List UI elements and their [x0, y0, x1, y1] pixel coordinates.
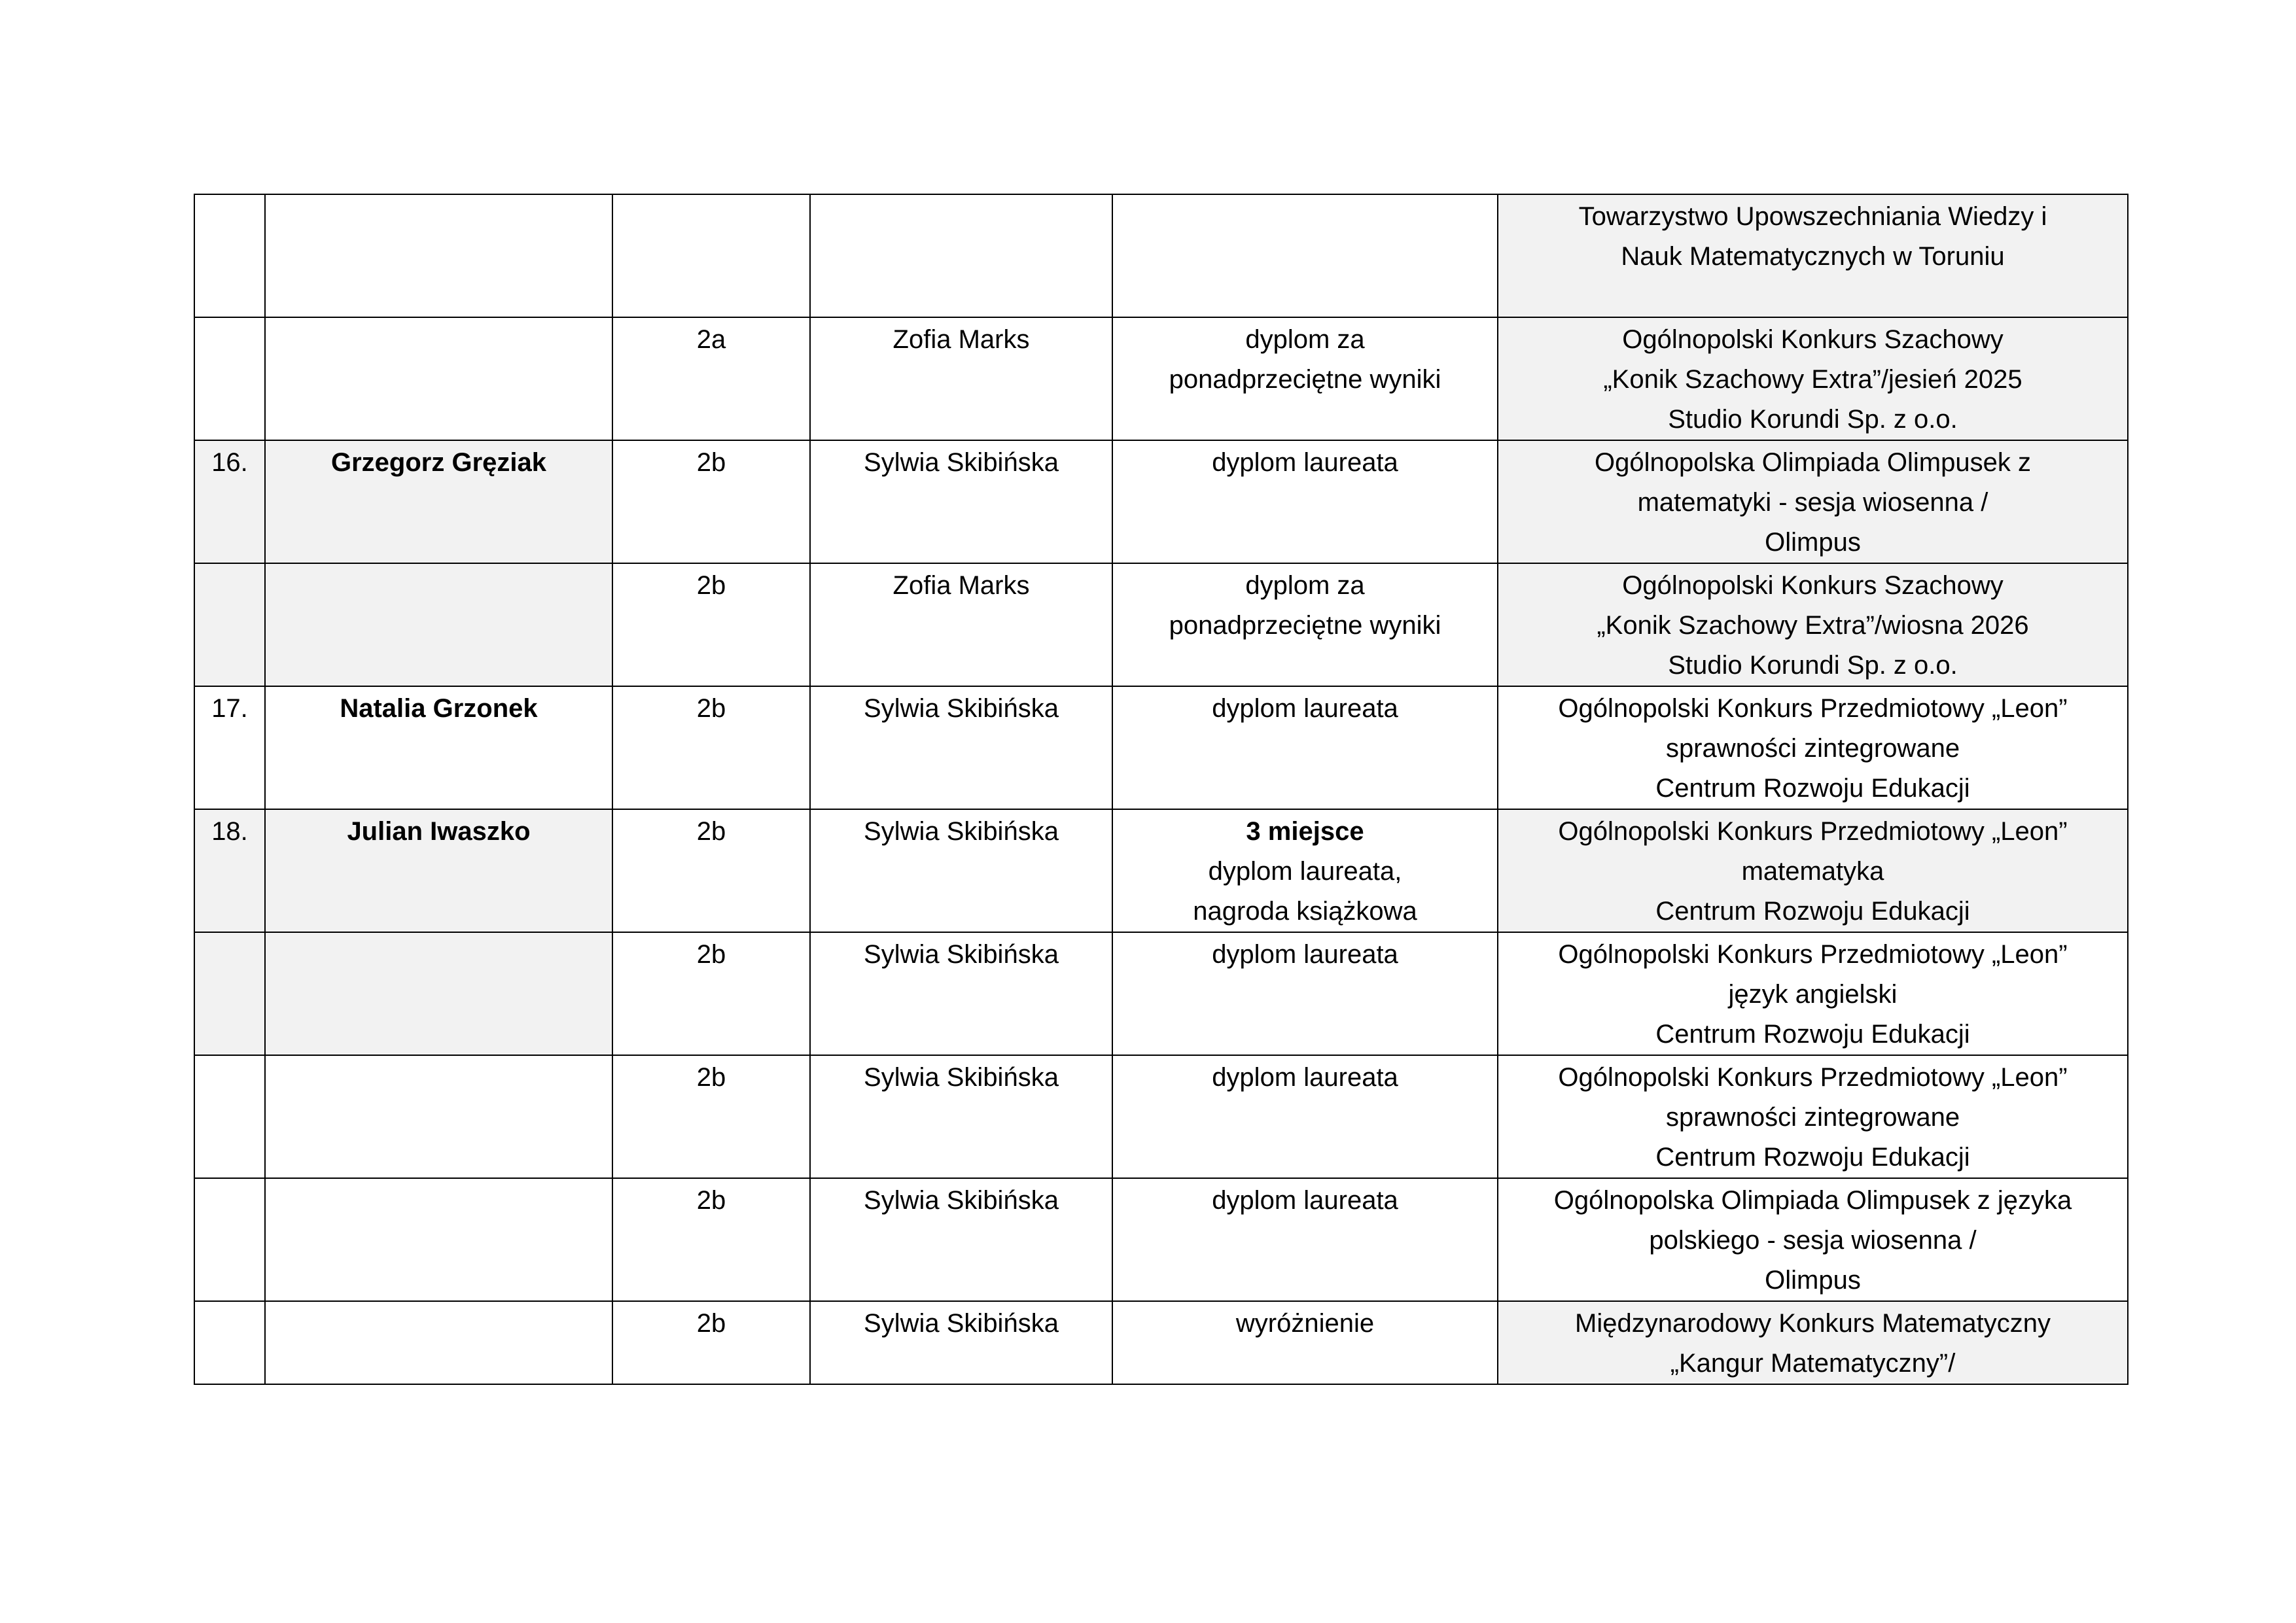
table-row: [194, 686, 2128, 809]
class-cell: 2b: [612, 809, 810, 932]
result-line: dyplom laureata: [1212, 1063, 1398, 1092]
student-cell: [265, 932, 612, 1055]
contest-cell: [1498, 1301, 2128, 1384]
contest-line: język angielski: [1728, 980, 1898, 1009]
result-line: dyplom laureata: [1212, 940, 1398, 969]
contest-line: matematyki - sesja wiosenna /: [1637, 488, 1988, 517]
contest-line: Olimpus: [1765, 528, 1861, 557]
contest-line: Ogólnopolski Konkurs Przedmiotowy „Leon”: [1558, 940, 2068, 969]
contest-cell: [1498, 1055, 2128, 1178]
table-row: [194, 1178, 2128, 1301]
result-cell: [1112, 317, 1498, 440]
contest-cell: [1498, 686, 2128, 809]
teacher-cell: [810, 194, 1112, 317]
teacher-cell: Zofia Marks: [810, 317, 1112, 440]
contest-line: sprawności zintegrowane: [1665, 1103, 1960, 1132]
contest-line: Ogólnopolski Konkurs Przedmiotowy „Leon”: [1558, 694, 2068, 723]
student-cell: Natalia Grzonek: [265, 686, 612, 809]
contest-cell: [1498, 440, 2128, 563]
result-line: nagroda książkowa: [1193, 897, 1417, 926]
class-cell: 2b: [612, 1178, 810, 1301]
student-cell: [265, 1055, 612, 1178]
table-row: [194, 932, 2128, 1055]
contest-line: „Konik Szachowy Extra”/jesień 2025: [1603, 365, 2022, 394]
result-line: dyplom laureata: [1212, 448, 1398, 477]
result-highlight: 3 miejsce: [1246, 817, 1364, 846]
result-line: dyplom laureata,: [1208, 857, 1402, 886]
result-line: dyplom za: [1245, 325, 1365, 354]
table-row: [194, 440, 2128, 563]
student-cell: [265, 563, 612, 686]
no-cell: [194, 317, 265, 440]
contest-line: Centrum Rozwoju Edukacji: [1655, 1143, 1970, 1172]
result-cell: [1112, 563, 1498, 686]
class-cell: 2b: [612, 563, 810, 686]
result-cell: [1112, 194, 1498, 317]
result-line: dyplom laureata: [1212, 1186, 1398, 1215]
contest-line: Ogólnopolski Konkurs Szachowy: [1622, 571, 2004, 600]
class-cell: 2b: [612, 686, 810, 809]
result-line: dyplom za: [1245, 571, 1365, 600]
no-cell: [194, 932, 265, 1055]
contest-line: Olimpus: [1765, 1266, 1861, 1295]
no-cell: [194, 194, 265, 317]
contest-line: Centrum Rozwoju Edukacji: [1655, 897, 1970, 926]
teacher-cell: Sylwia Skibińska: [810, 686, 1112, 809]
teacher-cell: Sylwia Skibińska: [810, 1301, 1112, 1384]
no-cell: 18.: [194, 809, 265, 932]
teacher-cell: Sylwia Skibińska: [810, 932, 1112, 1055]
contest-line: Ogólnopolska Olimpiada Olimpusek z języka: [1553, 1186, 2072, 1215]
contest-line: matematyka: [1741, 857, 1884, 886]
table-row: [194, 194, 2128, 317]
contest-cell: [1498, 809, 2128, 932]
contest-line: Ogólnopolski Konkurs Przedmiotowy „Leon”: [1558, 1063, 2068, 1092]
result-cell: [1112, 809, 1498, 932]
contest-cell: [1498, 932, 2128, 1055]
teacher-cell: Sylwia Skibińska: [810, 1055, 1112, 1178]
class-cell: 2b: [612, 1055, 810, 1178]
no-cell: [194, 1055, 265, 1178]
awards-table: [194, 194, 2128, 1385]
student-cell: [265, 194, 612, 317]
contest-line: Ogólnopolska Olimpiada Olimpusek z: [1595, 448, 2031, 477]
contest-line: Nauk Matematycznych w Toruniu: [1621, 242, 2005, 271]
no-cell: 17.: [194, 686, 265, 809]
result-cell: [1112, 932, 1498, 1055]
table-row: [194, 809, 2128, 932]
contest-line: Studio Korundi Sp. z o.o.: [1668, 651, 1958, 680]
student-cell: [265, 1178, 612, 1301]
contest-line: polskiego - sesja wiosenna /: [1649, 1226, 1977, 1255]
class-cell: 2a: [612, 317, 810, 440]
teacher-cell: Sylwia Skibińska: [810, 440, 1112, 563]
result-line: wyróżnienie: [1235, 1309, 1375, 1338]
result-cell: [1112, 1178, 1498, 1301]
result-line: ponadprzeciętne wyniki: [1169, 611, 1441, 640]
teacher-cell: Sylwia Skibińska: [810, 1178, 1112, 1301]
contest-line: Studio Korundi Sp. z o.o.: [1668, 405, 1958, 434]
student-cell: [265, 1301, 612, 1384]
contest-cell: [1498, 317, 2128, 440]
contest-line: Towarzystwo Upowszechniania Wiedzy i: [1578, 202, 2047, 231]
table-row: [194, 317, 2128, 440]
no-cell: 16.: [194, 440, 265, 563]
contest-cell: [1498, 1178, 2128, 1301]
table-row: [194, 1055, 2128, 1178]
contest-cell: [1498, 194, 2128, 317]
no-cell: [194, 563, 265, 686]
student-cell: Julian Iwaszko: [265, 809, 612, 932]
no-cell: [194, 1178, 265, 1301]
contest-line: sprawności zintegrowane: [1665, 734, 1960, 763]
student-cell: [265, 317, 612, 440]
result-cell: [1112, 440, 1498, 563]
class-cell: 2b: [612, 932, 810, 1055]
class-cell: [612, 194, 810, 317]
contest-line: Ogólnopolski Konkurs Szachowy: [1622, 325, 2004, 354]
teacher-cell: Sylwia Skibińska: [810, 809, 1112, 932]
contest-line: Centrum Rozwoju Edukacji: [1655, 774, 1970, 803]
contest-line: „Kangur Matematyczny”/: [1670, 1349, 1956, 1378]
result-cell: [1112, 686, 1498, 809]
result-line: dyplom laureata: [1212, 694, 1398, 723]
teacher-cell: Zofia Marks: [810, 563, 1112, 686]
class-cell: 2b: [612, 440, 810, 563]
contest-line: Ogólnopolski Konkurs Przedmiotowy „Leon”: [1558, 817, 2068, 846]
contest-line: Międzynarodowy Konkurs Matematyczny: [1575, 1309, 2051, 1338]
result-cell: [1112, 1055, 1498, 1178]
table-row: [194, 563, 2128, 686]
no-cell: [194, 1301, 265, 1384]
student-cell: Grzegorz Gręziak: [265, 440, 612, 563]
contest-line: Centrum Rozwoju Edukacji: [1655, 1020, 1970, 1049]
contest-cell: [1498, 563, 2128, 686]
result-cell: [1112, 1301, 1498, 1384]
result-line: ponadprzeciętne wyniki: [1169, 365, 1441, 394]
class-cell: 2b: [612, 1301, 810, 1384]
table-row: [194, 1301, 2128, 1384]
contest-line: „Konik Szachowy Extra”/wiosna 2026: [1597, 611, 2029, 640]
